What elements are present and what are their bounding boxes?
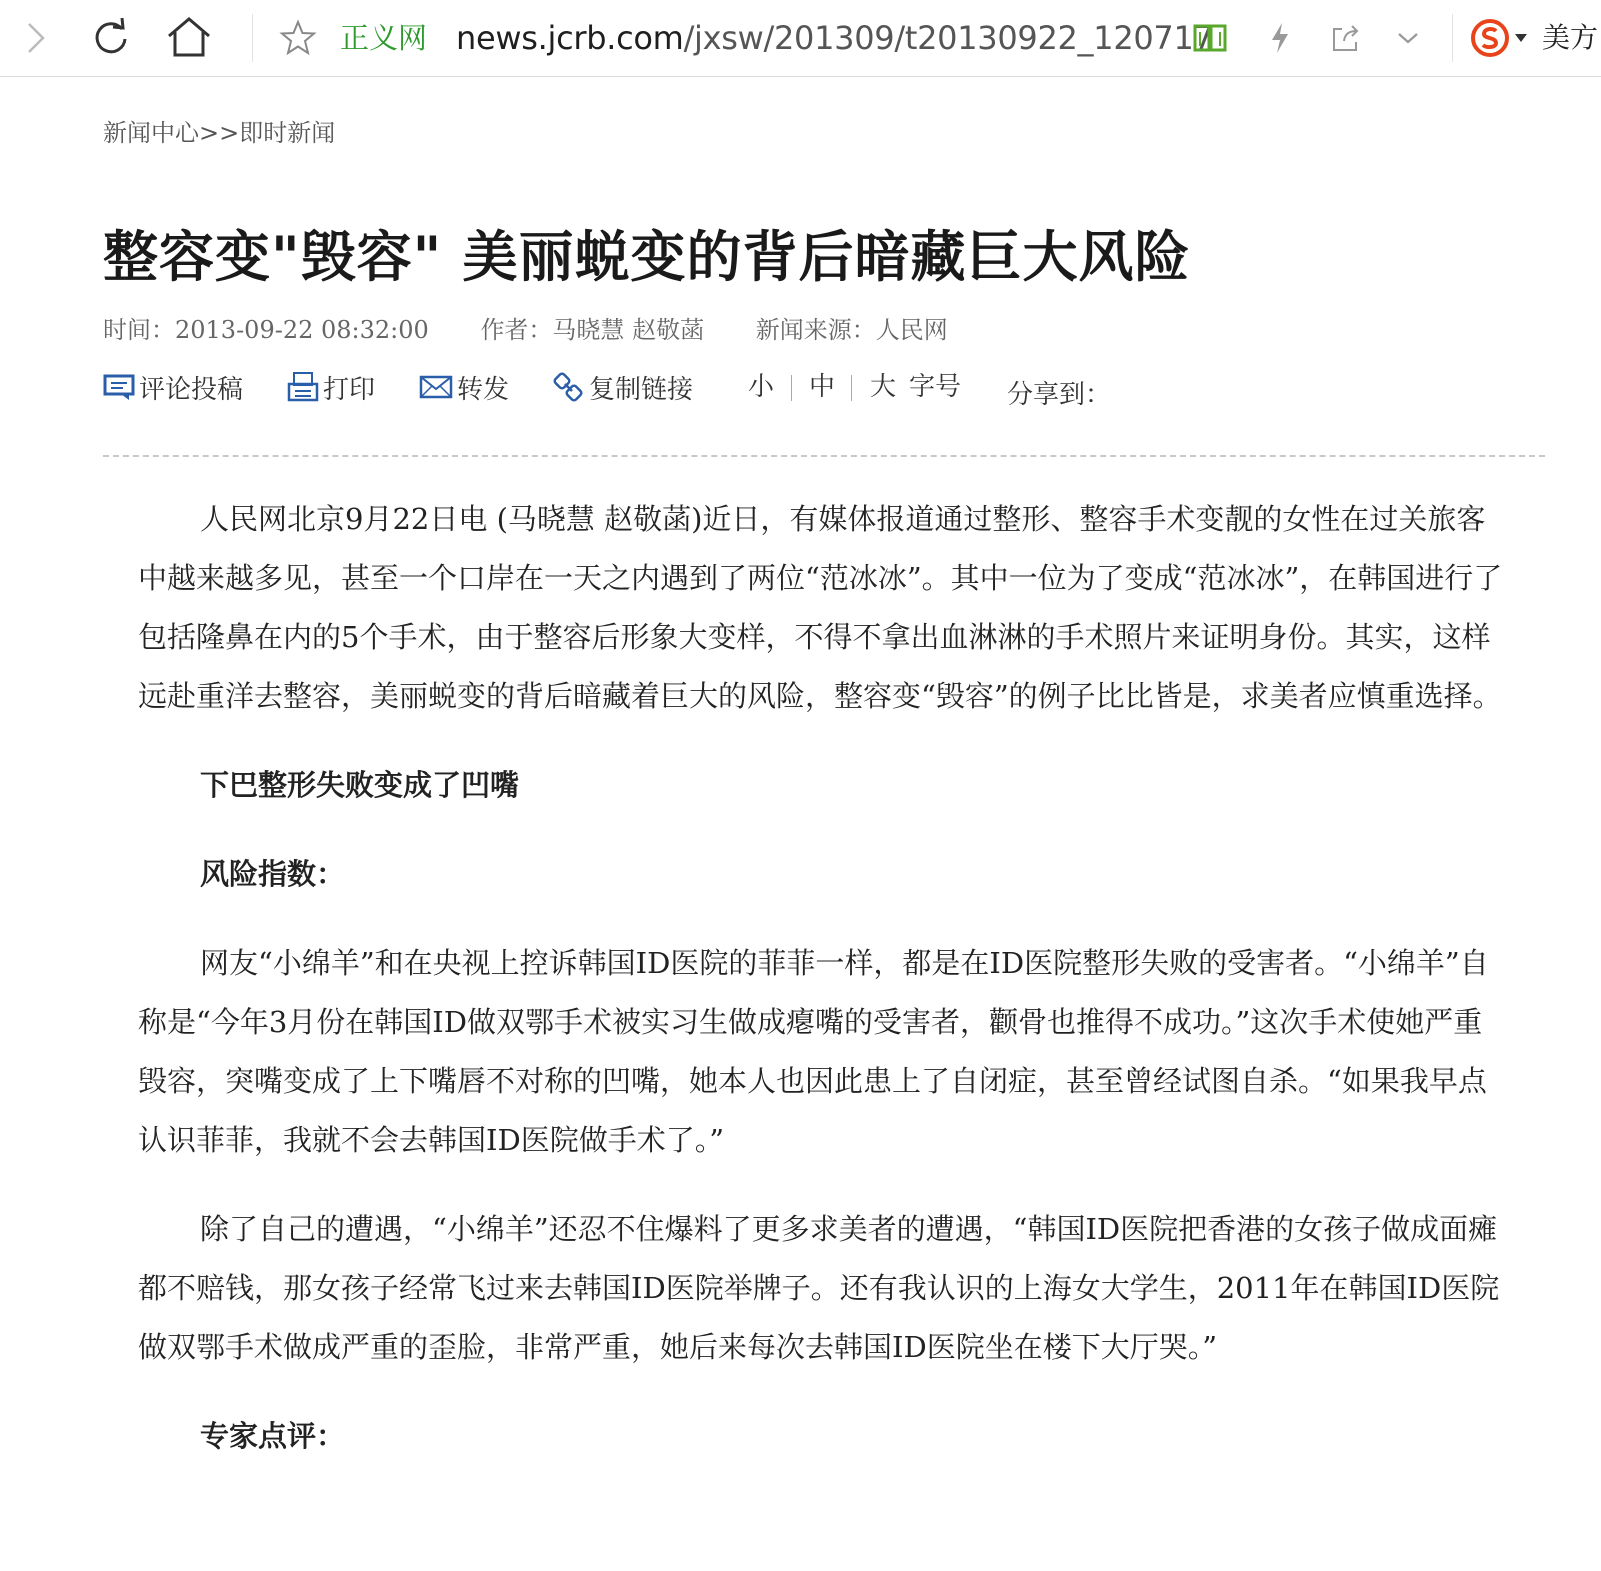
url-path: /jxsw/201309/t20130922_120717 [683, 19, 1214, 57]
envelope-icon [419, 373, 453, 401]
font-size-medium[interactable]: 中 [809, 372, 836, 402]
lightning-icon[interactable] [1262, 18, 1298, 58]
copy-link-label: 复制链接 [589, 374, 694, 405]
section-heading-3: 专家点评： [200, 1419, 346, 1453]
sogou-logo-icon[interactable] [1468, 16, 1512, 60]
print-button[interactable] [287, 365, 375, 409]
comment-icon [103, 373, 135, 401]
forward-label: 转发 [457, 374, 510, 405]
chevron-down-icon[interactable] [1390, 18, 1426, 58]
user-name[interactable]: 美方 [1542, 21, 1599, 54]
font-size-label: 字号 [909, 372, 962, 402]
address-bar[interactable] [456, 18, 1214, 58]
font-size-large[interactable]: 大 [870, 372, 897, 402]
paragraph-3: 除了自己的遭遇，“小绵羊”还忍不住爆料了更多求美者的遭遇，“韩国ID医院把香港的女孩子做成面瘫都不赔钱，那女孩子经常飞过来去韩国ID医院举牌子。还有我认识的上海女大学生，2011年在韩国ID医院做双鄂手术做成严重的歪脸，非常严重，她后来每次去韩国ID医院坐在楼下大厅哭。” [138, 1212, 1500, 1364]
breadcrumb-subsection[interactable]: 即时新闻 [239, 119, 336, 147]
publish-time: 时间：2013-09-22 08:32:00 [103, 316, 429, 344]
browser-toolbar [0, 0, 1601, 77]
comment-button[interactable] [103, 365, 243, 409]
refresh-icon[interactable] [88, 14, 134, 60]
site-name: 正义网 [340, 21, 428, 55]
star-icon[interactable] [278, 18, 318, 58]
article-author: 作者：马晓慧 赵敬菡 [480, 316, 705, 344]
paragraph-1: 人民网北京9月22日电 (马晓慧 赵敬菡)近日，有媒体报道通过整形、整容手术变靓的女性在过关旅客中越来越多见，甚至一个口岸在一天之内遇到了两位“范冰冰”。其中一位为了变成“范冰冰”，在韩国进行了包括隆鼻在内的5个手术，由于整容后形象大变样，不得不拿出血淋淋的手术照片来证明身份。其实，这样远赴重洋去整容，美丽蜕变的背后暗藏着巨大的风险，整容变“毁容”的例子比比皆是，求美者应慎重选择。 [138, 502, 1503, 713]
divider [103, 455, 1545, 457]
share-label: 分享到： [1007, 380, 1112, 410]
article-meta [103, 310, 992, 345]
breadcrumb [103, 113, 335, 148]
breadcrumb-separator: >> [199, 119, 240, 147]
print-label: 打印 [323, 374, 376, 405]
chevron-right-icon[interactable] [18, 18, 54, 58]
breadcrumb-section[interactable]: 新闻中心 [103, 119, 199, 147]
share-icon[interactable] [1326, 18, 1366, 58]
book-icon[interactable] [1190, 18, 1230, 58]
section-heading-2: 风险指数： [200, 857, 346, 891]
article-title: 整容变"毁容" 美丽蜕变的背后暗藏巨大风险 [103, 225, 1191, 289]
home-icon[interactable] [164, 14, 214, 60]
section-heading-1: 下巴整形失败变成了凹嘴 [200, 768, 520, 802]
comment-label: 评论投稿 [139, 374, 244, 405]
caret-down-icon[interactable] [1514, 30, 1528, 46]
paragraph-2: 网友“小绵羊”和在央视上控诉韩国ID医院的菲菲一样，都是在ID医院整形失败的受害者。“小绵羊”自称是“今年3月份在韩国ID做双鄂手术被实习生做成瘪嘴的受害者，颧骨也推得不成功。”这次手术使她严重毁容，突嘴变成了上下嘴唇不对称的凹嘴，她本人也因此患上了自闭症，甚至曾经试图自杀。“如果我早点认识菲菲，我就不会去韩国ID医院做手术了。” [138, 946, 1489, 1157]
print-icon [287, 371, 319, 403]
forward-button[interactable] [419, 365, 509, 409]
article-body [138, 490, 1508, 1466]
copy-link-button[interactable] [553, 365, 693, 409]
font-size-small[interactable]: 小 [748, 372, 775, 402]
link-icon [553, 371, 585, 403]
url-host: news.jcrb.com [456, 19, 684, 57]
news-source: 新闻来源：人民网 [755, 316, 948, 344]
